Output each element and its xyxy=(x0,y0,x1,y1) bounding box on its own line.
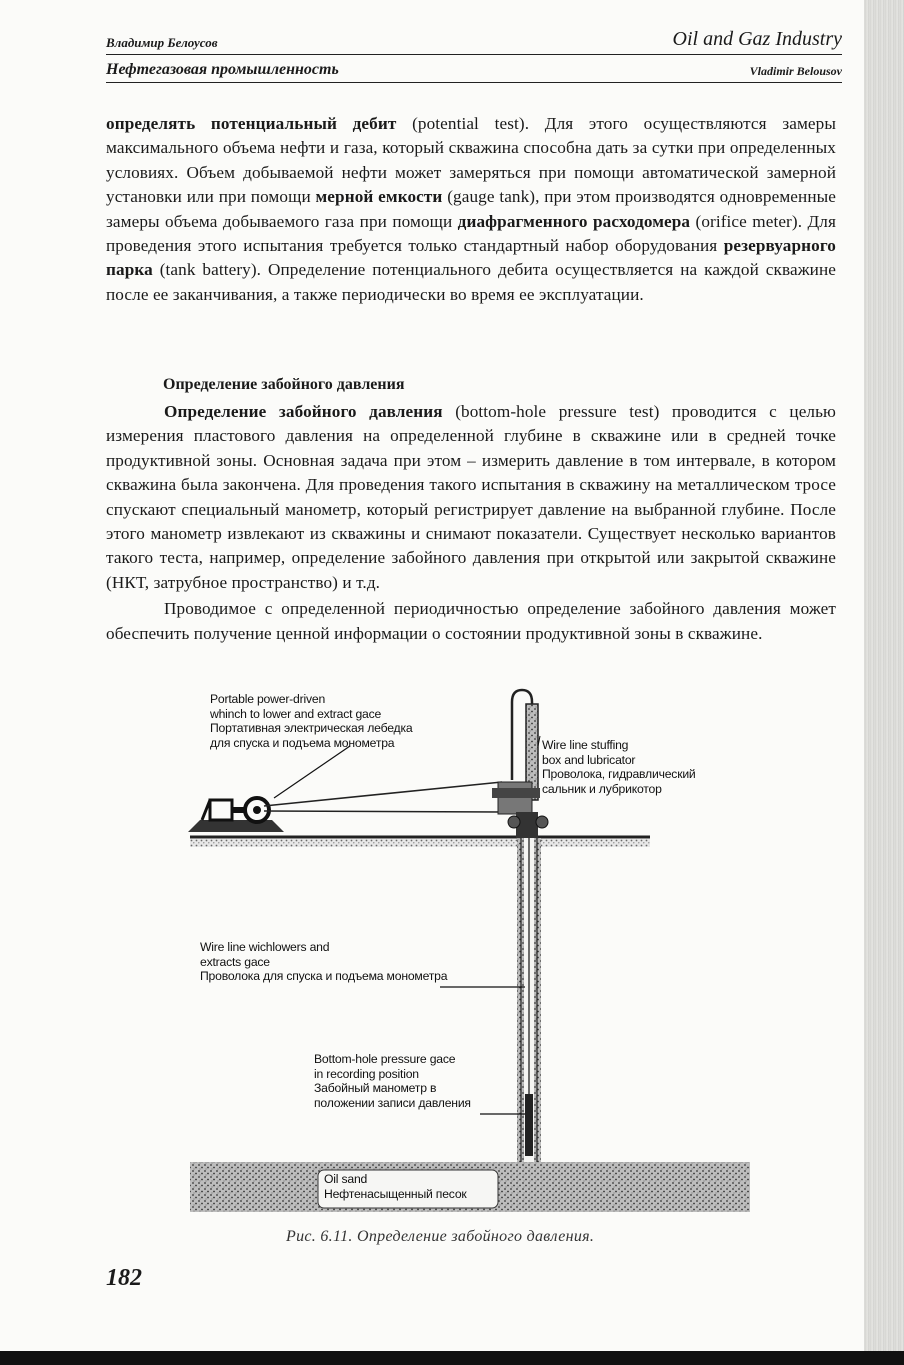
paragraph-potential-test xyxy=(106,112,836,307)
label-lubricator-line-2: box and lubricator xyxy=(542,752,636,767)
winch-cable xyxy=(264,782,502,806)
leader-winch xyxy=(274,746,350,798)
pressure-gauge-icon xyxy=(525,1094,533,1156)
winch-icon xyxy=(188,798,284,832)
page-edge-shadow xyxy=(864,0,904,1365)
scan-bottom-edge xyxy=(0,1351,904,1365)
label-oil-sand-line-1: Oil sand xyxy=(324,1172,368,1186)
winch-cable-lower xyxy=(264,811,502,812)
header-author-ru: Владимир Белоусов xyxy=(106,35,218,50)
label-lubricator-line-4: сальник и лубрикотор xyxy=(542,781,662,796)
label-gauge-line-2: in recording position xyxy=(314,1066,419,1081)
label-gauge-line-1: Bottom-hole pressure gace xyxy=(314,1052,456,1066)
term-potential-rate: определять потенциальный дебит xyxy=(106,114,397,133)
label-lubricator xyxy=(542,738,696,796)
term-bottom-hole-pressure: Определение забойного давления xyxy=(164,402,443,421)
figure-bottom-hole-test xyxy=(180,684,780,1224)
para2-text: (bottom-hole pressure test) проводится с целью измерения пластового давления на определенной глубине в скважине или в средней точке продуктивной зоны. Основная задача при этом – измерить давление в том интервале, в котором скважина была закончена. Для проведения такого испытания в скважину на металлическом тросе спускают специальный манометр, который регистрирует давление на выбранной глубине. После этого манометр извлекают из скважины и снимают показатели. Существует несколько вариантов такого теста, например, определение забойного давления при открытой или закрытой скважине (НКТ, затрубное пространство) и т.д. xyxy=(106,402,836,592)
para1-text-4: (tank battery). Определение потенциального дебита осуществляется на каждой скважине после ее заканчивания, а также периодически во время ее эксплуатации. xyxy=(106,260,836,304)
label-wire-line xyxy=(200,940,447,984)
label-winch-line-1: Portable power-driven xyxy=(210,692,326,706)
term-gauge-tank: мерной емкости xyxy=(315,187,443,207)
header-author-en: Vladimir Belousov xyxy=(749,64,842,78)
figure-caption: Рис. 6.11. Определение забойного давления. xyxy=(286,1228,595,1245)
label-lubricator-line-1: Wire line stuffing xyxy=(542,738,629,752)
header-title-ru: Нефтегазовая промышленность xyxy=(106,61,339,78)
lubricator-icon xyxy=(492,690,548,838)
label-oil-sand-line-2: Нефтенасыщенный песок xyxy=(324,1186,467,1201)
label-wire-line-1: Wire line wichlowers and xyxy=(200,940,330,954)
label-gauge-line-4: положении записи давления xyxy=(314,1095,471,1110)
label-wire-line-2: extracts gace xyxy=(200,954,270,969)
paragraph-periodic: Проводимое с определенной периодичностью определение забойного давления может обеспечить получение ценной информации о состоянии продуктивной зоны в скважине. xyxy=(106,599,836,643)
section-title: Определение забойного давления xyxy=(163,376,405,393)
label-lubricator-line-3: Проволока, гидравлический xyxy=(542,767,696,781)
para1-text-3: (orifice meter). Для проведения этого испытания требуется только стандартный набор оборудования xyxy=(106,211,836,256)
label-gauge-line-3: Забойный манометр в xyxy=(314,1081,437,1095)
term-tank-battery: резервуарного парка xyxy=(106,236,836,280)
para1-text-1: (potential test). Для этого осуществляются замеры максимального объема нефти и газа, который скважина способна дать за сутки при определенных условиях. Объем добываемой нефти может замеряться при помощи автоматической замерной установки или при помощи xyxy=(106,114,836,207)
label-winch-line-3: Портативная электрическая лебедка xyxy=(210,721,413,735)
ground-texture xyxy=(190,839,650,847)
running-header-top xyxy=(106,30,842,55)
label-winch-line-4: для спуска и подъема монометра xyxy=(210,735,395,750)
label-gauge xyxy=(314,1052,471,1110)
running-header-bottom xyxy=(106,58,842,83)
para1-text-2: (gauge tank), при этом производятся одновременные замеры объема добываемого газа при помощи xyxy=(106,187,836,231)
label-winch-line-2: whinch to lower and extract gace xyxy=(210,706,382,721)
page-number: 182 xyxy=(106,1265,142,1291)
label-wire-line-3: Проволока для спуска и подъема монометра xyxy=(200,969,448,983)
paragraph-bottom-hole xyxy=(106,400,836,646)
term-orifice-meter: диафрагменного расходомера xyxy=(457,211,691,231)
label-oil-sand xyxy=(324,1172,467,1201)
label-winch xyxy=(210,692,412,750)
header-title-en: Oil and Gaz Industry xyxy=(672,28,842,50)
